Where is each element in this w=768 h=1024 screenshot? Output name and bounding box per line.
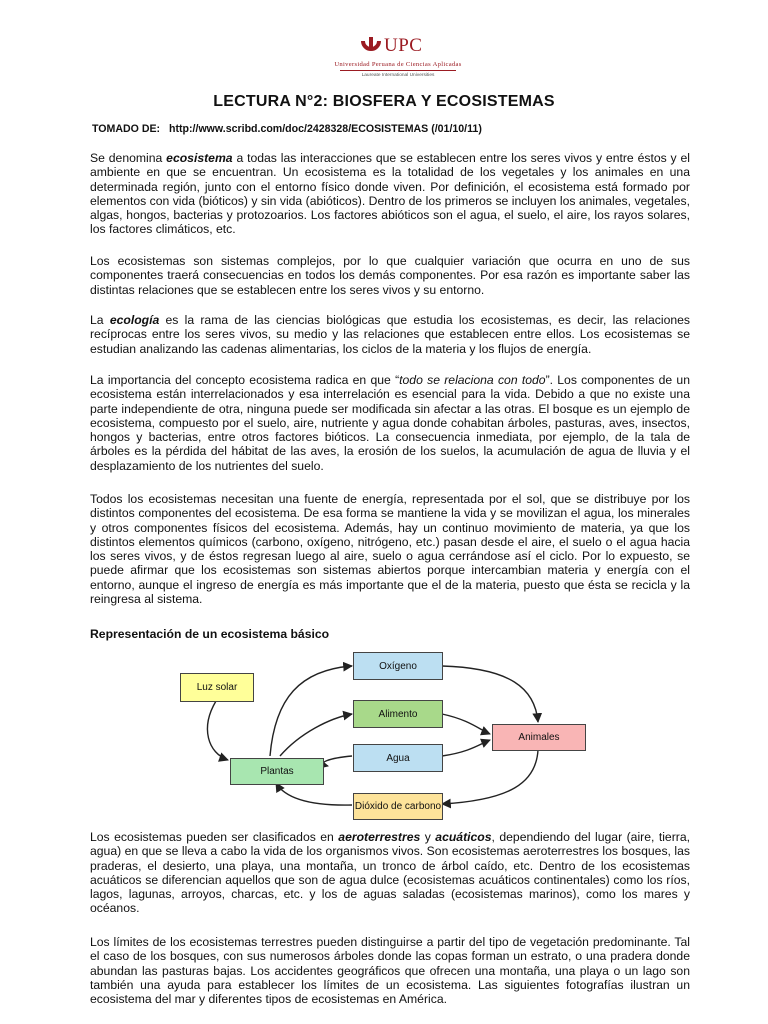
p6-mid: y	[420, 830, 436, 844]
node-animales	[492, 724, 586, 751]
node-luz-solar	[180, 673, 254, 702]
arrow-dioxido-to-plantas	[276, 783, 352, 805]
logo-divider	[340, 70, 456, 71]
node-oxigeno	[353, 652, 443, 680]
p1-pre: Se denomina	[90, 151, 167, 165]
p1-post: a todas las interacciones que se establecen entre los seres vivos y entre éstos y el ambiente en que se encuentran. Un ecosistema es la totalidad de los vegetales y los animales en una determinada región, junto con el entorno físico donde viven. Por definición, el ecosistema está formado por elementos con vida (bióticos) y sin vida (abióticos). Dentro de los primeros se incluyen los animales, vegetales, algas, hongos, bacterias y protozoarios. Los factores abióticos son el agua, el suelo, el aire, los rayos solares, los factores climáticos, etc.	[90, 151, 691, 237]
p3-pre: La	[90, 313, 110, 327]
node-plantas-label: Plantas	[260, 766, 294, 777]
p3-term: ecología	[109, 313, 160, 327]
arrow-agua-to-animales	[442, 740, 490, 756]
node-alimento-label: Alimento	[378, 708, 418, 720]
paragraph-5: Todos los ecosistemas necesitan una fuente de energía, representada por el sol, que se distribuye por los distintos componentes del ecosistema. De esa forma se mantiene la vida y se movilizan el agua, los minerales y otros componentes físicos del ecosistema. Además, hay un continuo movimiento de materia, ya que los distintos elementos químicos (carbono, oxígeno, nitrógeno, etc.) pasan desde el aire, el suelo o el agua hacia los seres vivos, y de éstos regresan luego al aire, suelo o agua cerrándose así el ciclo. Por lo expuesto, se puede afirmar que los ecosistemas son sistemas abiertos porque intercambian materia y energía con el entorno, aunque el ingreso de energía es más importante que el de la materia, puesto que ésta se recicla y la reingresa al sistema.	[90, 492, 690, 607]
node-oxigeno-label: Oxígeno	[379, 660, 417, 672]
p6-pre: Los ecosistemas pueden ser clasificados en	[90, 830, 339, 844]
node-dioxido-label: Dióxido de carbono	[354, 801, 442, 812]
paragraph-4	[90, 373, 690, 473]
arrow-luz-to-plantas	[207, 701, 228, 760]
upc-logo	[318, 34, 478, 82]
p6-term-acuaticos: acuáticos	[435, 830, 492, 844]
node-animales-label: Animales	[518, 732, 560, 743]
p3-post: es la rama de las ciencias biológicas que estudia los ecosistemas, es decir, las relaciones recíprocas entre los seres vivos, su medio y las relaciones que establecen entre ellos. Los ecosistemas se estudian analizando las cadenas alimentarias, los ciclos de la materia y los flujos de energía.	[90, 313, 690, 356]
source-url: http://www.scribd.com/doc/2428328/ECOSISTEMAS (/01/10/11)	[169, 123, 482, 135]
logo-brand: UPC	[384, 35, 423, 56]
arrow-oxigeno-to-animales	[442, 666, 538, 722]
p4-pre: La importancia del concepto ecosistema radica en que “	[90, 373, 400, 387]
paragraph-2: Los ecosistemas son sistemas complejos, por lo que cualquier variación que ocurra en uno de sus componentes traerá consecuencias en todos los demás componentes. Por esa razón es importante saber las distintas relaciones que se establecen entre los seres vivos y su entorno.	[90, 254, 690, 297]
node-luz-label: Luz solar	[196, 682, 238, 693]
p6-term-aeroterrestres: aeroterrestres	[338, 830, 421, 844]
logo-university: Universidad Peruana de Ciencias Aplicadas	[334, 61, 462, 68]
arrow-plantas-to-oxigeno	[270, 666, 352, 756]
arrow-animales-to-dioxido	[442, 750, 538, 804]
node-alimento	[353, 700, 443, 728]
node-agua-label: Agua	[386, 752, 410, 764]
p6-post: , dependiendo del lugar (aire, tierra, agua) en que se lleva a cabo la vida de los organismos vivos. Son ecosistemas aeroterrestres los bosques, las praderas, el desierto, una playa, una montaña, un tronco de árbol caído, etc. Dentro de los ecosistemas acuáticos se diferencian aquellos que son de agua dulce (ecosistemas acuáticos continentales) como los ríos, lagos, lagunas, arroyos, charcas, etc. y los de aguas saladas (ecosistemas marinos), como los mares y océanos.	[90, 830, 690, 916]
arrow-plantas-to-alimento	[280, 714, 352, 756]
paragraph-7: Los límites de los ecosistemas terrestres pueden distinguirse a partir del tipo de vegetación predominante. Tal el caso de los bosques, con sus numerosos árboles donde las copas forman un estrato, o una pradera donde abundan las pasturas bajas. Los accidentes geográficos que ofrecen una montaña, una playa o un lago son también una ayuda para establecer los límites de un ecosistema. Las siguientes fotografías ilustran un ecosistema del mar y diferentes tipos de ecosistemas en América.	[90, 935, 690, 1007]
p4-quote: todo se relaciona con todo	[399, 373, 546, 387]
figure-title: Representación de un ecosistema básico	[90, 627, 330, 641]
source-label: TOMADO DE:	[92, 123, 161, 135]
logo-subtitle: Laureate International Universities	[361, 73, 435, 78]
p1-term: ecosistema	[166, 151, 233, 165]
arrow-alimento-to-animales	[442, 714, 490, 734]
node-dioxido-de-carbono	[353, 793, 443, 820]
paragraph-3	[90, 313, 690, 356]
source-line	[92, 123, 488, 135]
node-agua	[353, 744, 443, 772]
ecosystem-diagram	[180, 648, 586, 820]
page-title: LECTURA N°2: BIOSFERA Y ECOSISTEMAS	[213, 93, 555, 110]
node-plantas	[230, 758, 324, 785]
arrow-agua-to-plantas	[323, 756, 352, 766]
upc-emblem-icon	[360, 36, 382, 58]
paragraph-6	[90, 830, 690, 916]
paragraph-1	[90, 151, 690, 237]
p4-post: ”. Los componentes de un ecosistema están interrelacionados y esa interrelación es esencial para la vida. Debido a que no existe una parte independiente de otra, ninguna puede ser modificada sin afectar a las otras. El bosque es un ejemplo de ecosistema, compuesto por el suelo, aire, nutriente y agua donde cohabitan árboles, pasturas, aves, insectos, hongos y bacterias, entre otros factores bióticos. La consecuencia inmediata, por ejemplo, de la tala de árboles es la pérdida del hábitat de las aves, la erosión de los suelos, la acumulación de agua de lluvia y el desplazamiento de los nutrientes del suelo.	[90, 373, 690, 473]
